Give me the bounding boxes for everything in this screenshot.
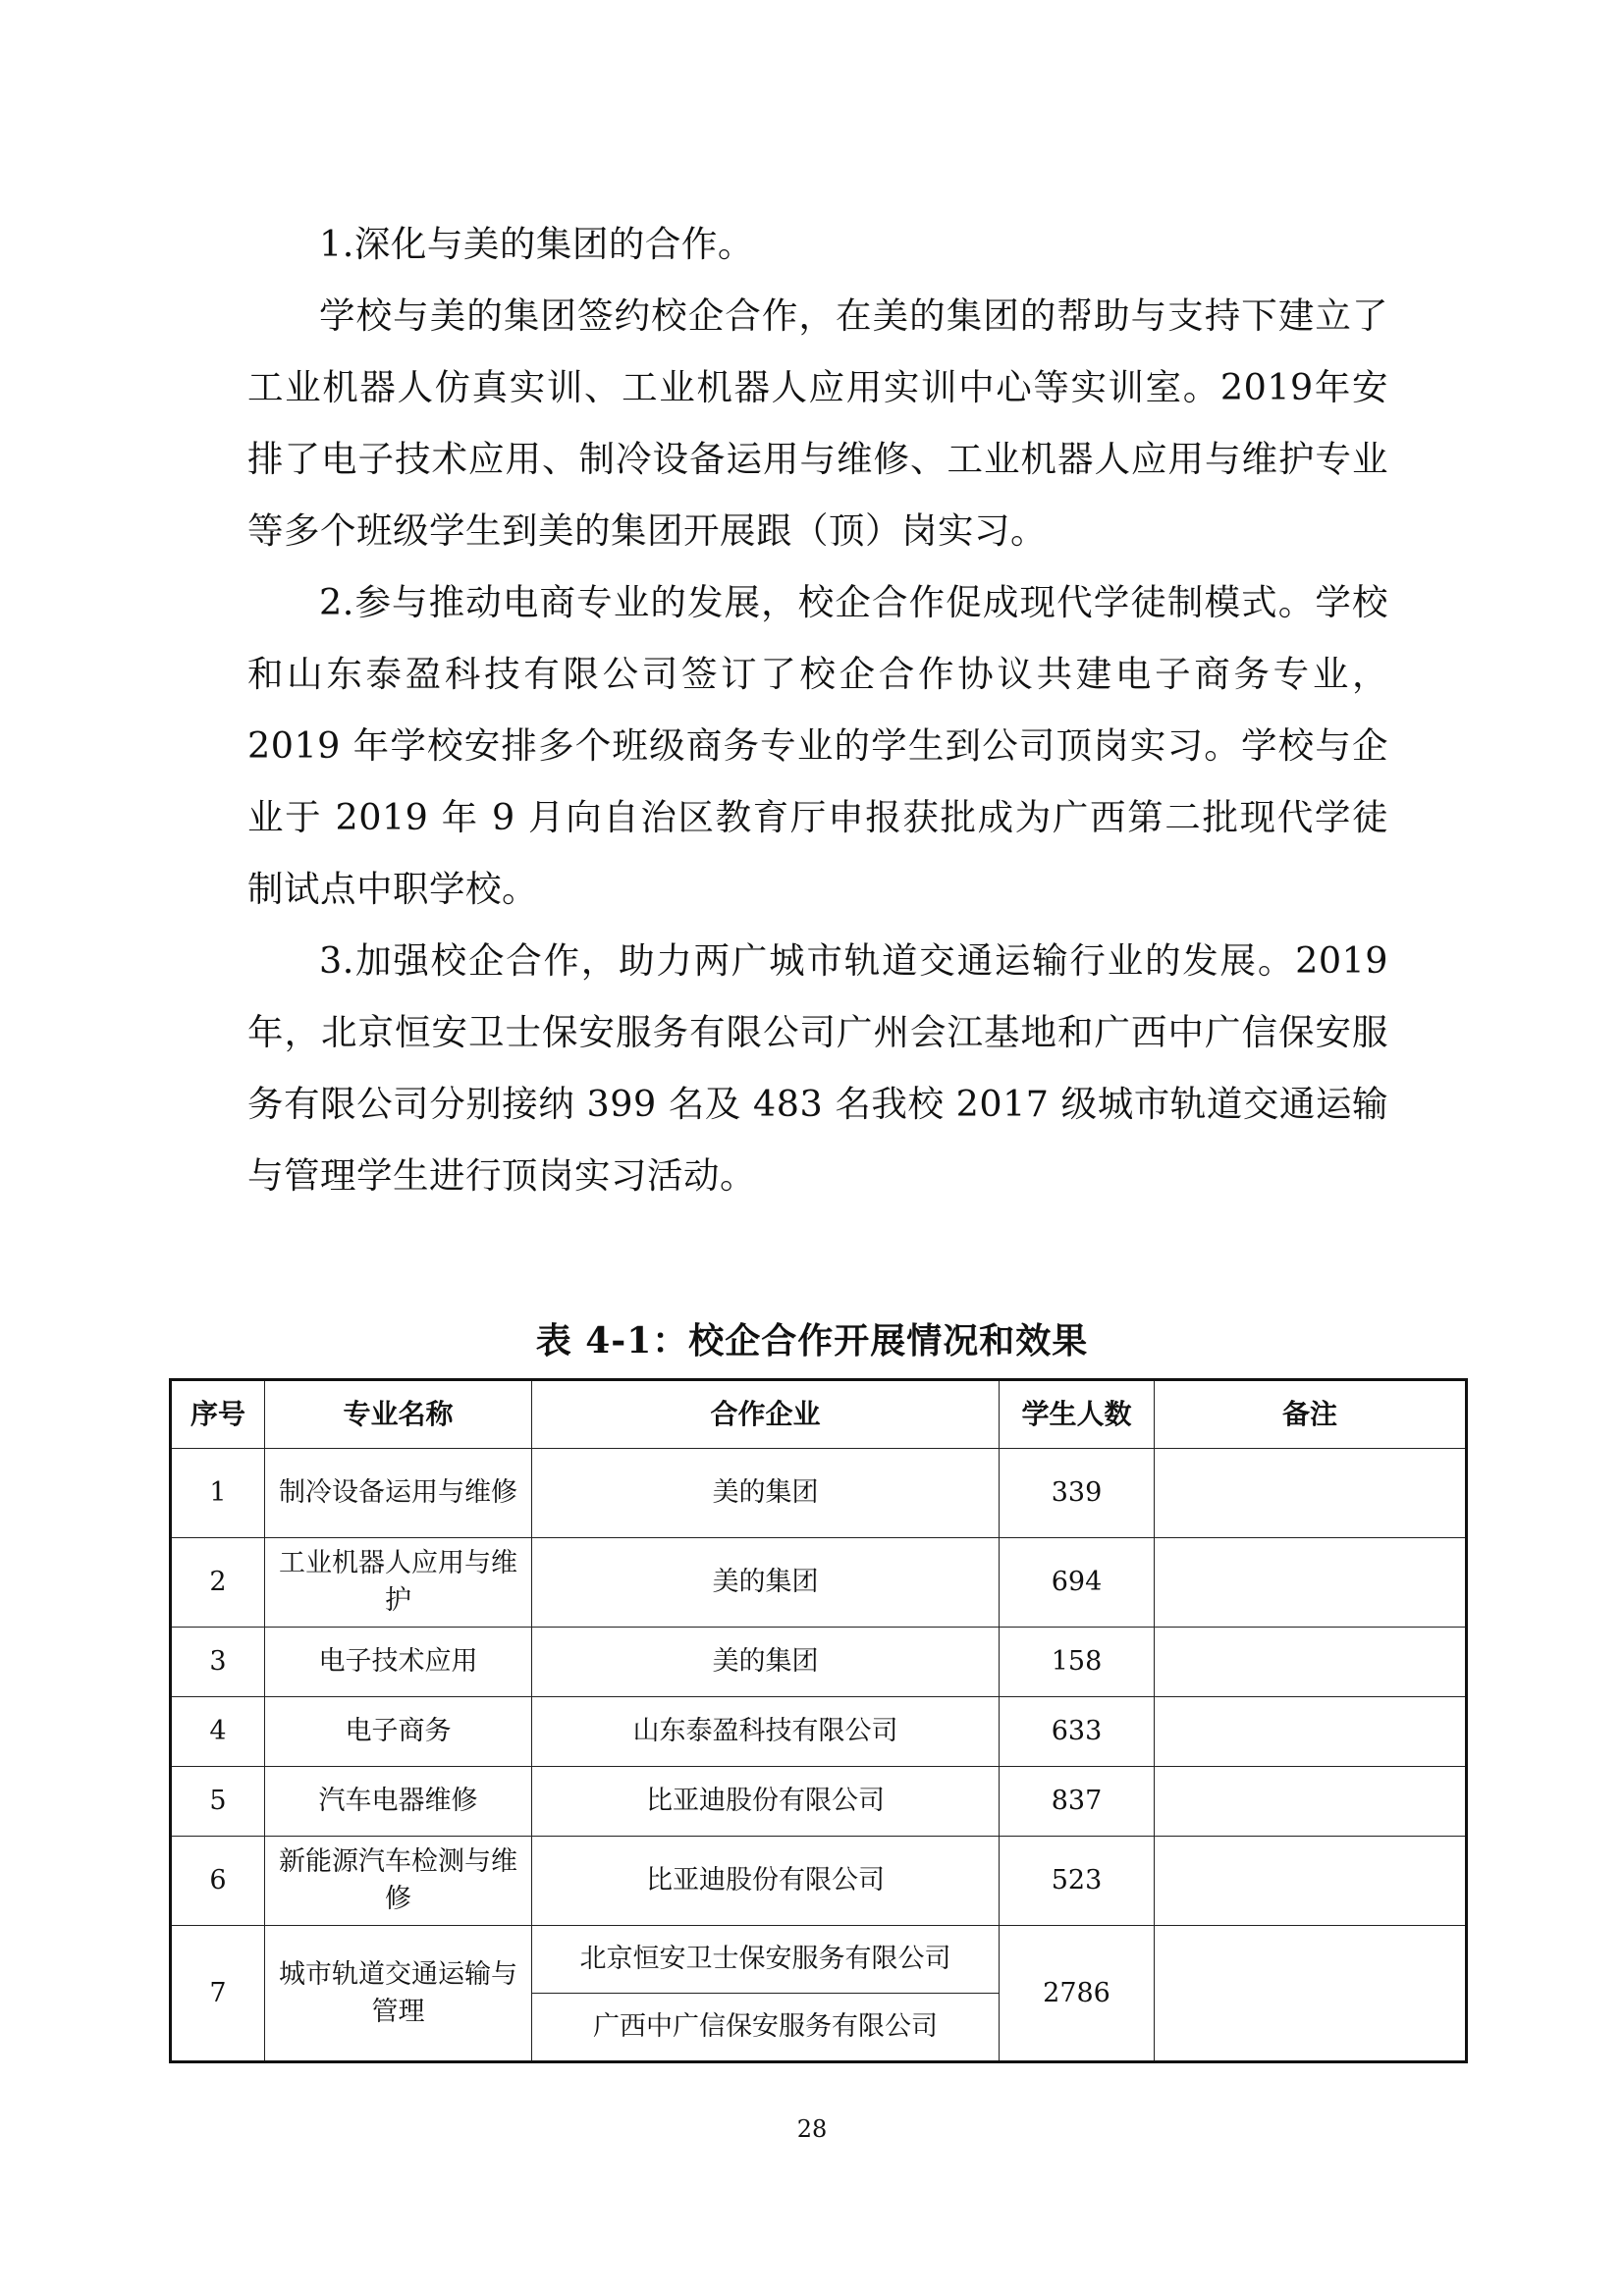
table-row — [171, 1767, 1467, 1837]
cell-no: 3 — [171, 1628, 265, 1697]
cell-note — [1155, 1538, 1467, 1628]
cell-students: 158 — [1000, 1628, 1155, 1697]
cell-note — [1155, 1837, 1467, 1926]
cell-note — [1155, 1926, 1467, 2062]
paragraph-4: 3.加强校企合作，助力两广城市轨道交通运输行业的发展。2019年，北京恒安卫士保安服务有限公司广州会江基地和广西中广信保安服务有限公司分别接纳 399 名及 483 名我校 2017 级城市轨道交通运输与管理学生进行顶岗实习活动。 — [247, 939, 1388, 1197]
cell-company: 比亚迪股份有限公司 — [532, 1837, 1000, 1926]
cell-note — [1155, 1628, 1467, 1697]
cell-major: 电子技术应用 — [265, 1628, 532, 1697]
cell-major: 新能源汽车检测与维修 — [265, 1837, 532, 1926]
cell-students: 523 — [1000, 1837, 1155, 1926]
cell-company: 广西中广信保安服务有限公司 — [532, 1994, 1000, 2062]
page-number: 28 — [796, 2115, 828, 2143]
cell-company: 比亚迪股份有限公司 — [532, 1767, 1000, 1837]
cell-no: 4 — [171, 1697, 265, 1767]
cell-no: 7 — [171, 1926, 265, 2062]
paragraph-1: 1.深化与美的集团的合作。 — [319, 223, 754, 265]
body-text — [247, 208, 1388, 1211]
cooperation-table — [169, 1378, 1468, 2063]
cell-students: 2786 — [1000, 1926, 1155, 2062]
cell-major: 汽车电器维修 — [265, 1767, 532, 1837]
cell-no: 2 — [171, 1538, 265, 1628]
table-row — [171, 1697, 1467, 1767]
table-header-row — [171, 1380, 1467, 1449]
header-students: 学生人数 — [1000, 1380, 1155, 1449]
cell-students: 633 — [1000, 1697, 1155, 1767]
cell-note — [1155, 1449, 1467, 1538]
cell-company: 山东泰盈科技有限公司 — [532, 1697, 1000, 1767]
cell-company: 北京恒安卫士保安服务有限公司 — [532, 1926, 1000, 1994]
cell-major: 电子商务 — [265, 1697, 532, 1767]
cell-major: 制冷设备运用与维修 — [265, 1449, 532, 1538]
table-row — [171, 1628, 1467, 1697]
cell-students: 339 — [1000, 1449, 1155, 1538]
paragraph-2: 学校与美的集团签约校企合作，在美的集团的帮助与支持下建立了工业机器人仿真实训、工业机器人应用实训中心等实训室。2019年安排了电子技术应用、制冷设备运用与维修、工业机器人应用与维护专业等多个班级学生到美的集团开展跟（顶）岗实习。 — [247, 294, 1388, 552]
header-note: 备注 — [1155, 1380, 1467, 1449]
cell-company: 美的集团 — [532, 1538, 1000, 1628]
table-row — [171, 1926, 1467, 1994]
cell-note — [1155, 1767, 1467, 1837]
header-no: 序号 — [171, 1380, 265, 1449]
header-company: 合作企业 — [532, 1380, 1000, 1449]
cell-note — [1155, 1697, 1467, 1767]
table-row — [171, 1538, 1467, 1628]
table-row — [171, 1449, 1467, 1538]
cell-major: 城市轨道交通运输与管理 — [265, 1926, 532, 2062]
cell-major: 工业机器人应用与维护 — [265, 1538, 532, 1628]
cell-no: 1 — [171, 1449, 265, 1538]
cell-students: 694 — [1000, 1538, 1155, 1628]
cell-company: 美的集团 — [532, 1628, 1000, 1697]
cell-students: 837 — [1000, 1767, 1155, 1837]
cell-no: 5 — [171, 1767, 265, 1837]
header-major: 专业名称 — [265, 1380, 532, 1449]
cell-company: 美的集团 — [532, 1449, 1000, 1538]
table-row — [171, 1837, 1467, 1926]
cell-no: 6 — [171, 1837, 265, 1926]
table-title: 表 4-1：校企合作开展情况和效果 — [535, 1320, 1089, 1362]
paragraph-3: 2.参与推动电商专业的发展，校企合作促成现代学徒制模式。学校和山东泰盈科技有限公司签订了校企合作协议共建电子商务专业，2019 年学校安排多个班级商务专业的学生到公司顶岗实习。学校与企业于 2019 年 9 月向自治区教育厅申报获批成为广西第二批现代学徒制试点中职学校。 — [247, 581, 1388, 910]
